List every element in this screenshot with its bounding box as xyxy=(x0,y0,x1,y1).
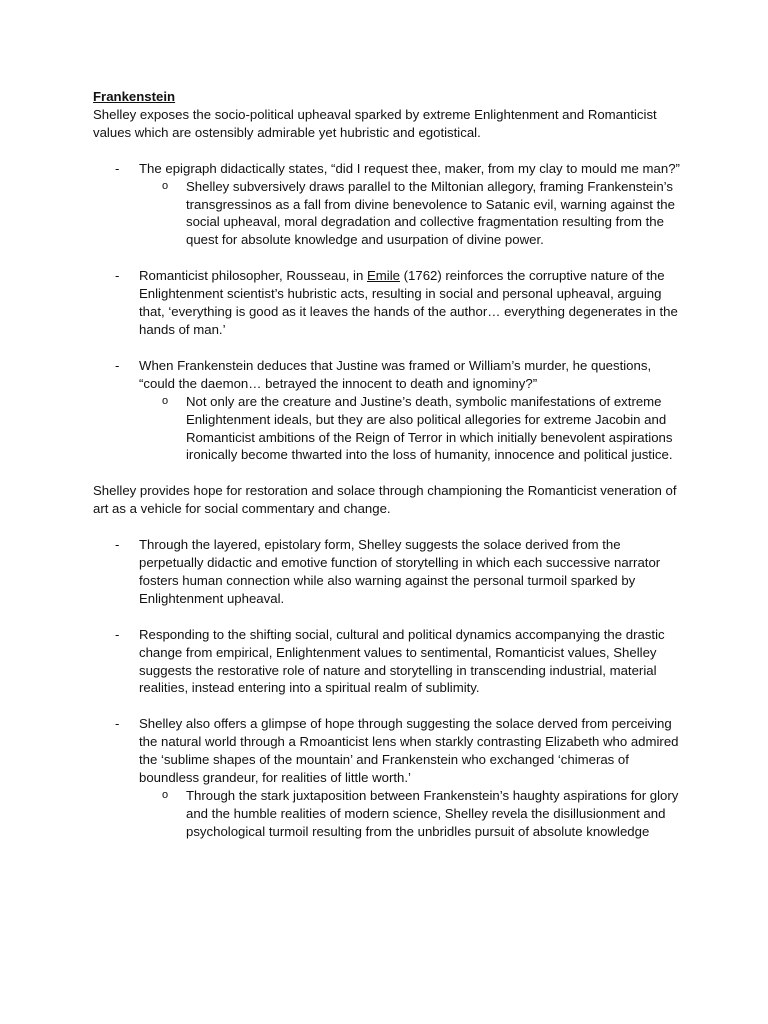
sub-list-item xyxy=(139,178,683,250)
section2-bullet-list xyxy=(93,536,683,841)
bullet-text: Through the layered, epistolary form, Shelley suggests the solace derived from the perpetually didactic and emotive function of storytelling in which each successive narrator fosters human connection while also warning against the personal turmoil sparked by Enlightenment upheaval. xyxy=(139,537,661,606)
intro-paragraph: Shelley exposes the socio-political upheaval sparked by extreme Enlightenment and Romanticist values which are ostensibly admirable yet hubristic and egotistical. xyxy=(93,106,657,140)
document-body xyxy=(93,88,683,859)
sub-list-item xyxy=(139,393,683,465)
underlined-book-title: Emile xyxy=(366,268,400,284)
bullet-dash: - xyxy=(115,160,120,176)
section1-bullet-list xyxy=(93,160,683,465)
bullet-dash: - xyxy=(115,537,120,553)
sub-bullet-list xyxy=(139,787,683,841)
list-item xyxy=(93,536,683,608)
document-title: Frankenstein xyxy=(93,89,176,104)
sub-bullet-list xyxy=(139,178,683,250)
bullet-dash: - xyxy=(115,268,120,284)
sub-bullet-text: Shelley subversively draws parallel to the Miltonian allegory, framing Frankenstein’s transgressinos as a fall from divine benevolence to Satanic evil, warning against the social upheaval, moral degradation and collective fragmentation resulting from the quest for absolute knowledge and usurpation of divine power. xyxy=(186,178,675,248)
sub-bullet-text: Through the stark juxtaposition between Frankenstein’s haughty aspirations for glory and the humble realities of modern science, Shelley revela the disillusionment and psychological turmoil resulting from the unbridles pursuit of absolute knowledge xyxy=(186,788,679,839)
sub-bullet-text: Not only are the creature and Justine’s death, symbolic manifestations of extreme Enlightenment ideals, but they are also political allegories for extreme Jacobin and Romanticist ambitions of the Reign of Terror in which initially benevolent aspirations ironically become thwarted into the loss of humanity, innocence and political justice. xyxy=(186,393,673,463)
bullet-text: Responding to the shifting social, cultural and political dynamics accompanying the drastic change from empirical, Enlightenment values to sentimental, Romanticist values, Shelley suggests the restorative role of nature and storytelling in transcending industrial, material realities, instead entering into a spiritual realm of sublimity. xyxy=(139,626,665,696)
sub-bullet-circle: o xyxy=(162,394,169,407)
sub-bullet-circle: o xyxy=(162,179,169,192)
bullet-dash: - xyxy=(115,357,120,373)
list-item xyxy=(93,357,683,464)
bullet-dash: - xyxy=(115,716,120,732)
list-item xyxy=(93,626,683,698)
bullet-text: Shelley also offers a glimpse of hope through suggesting the solace derved from perceiving the natural world through a Rmoanticist lens when starkly contrasting Elizabeth who admired the ‘sublime shapes of the mountain’ and Frankenstein who exchanged ‘chimeras of boundless grandeur, for realities of little worth.’ xyxy=(139,716,679,786)
sub-bullet-circle: o xyxy=(162,789,169,801)
sub-bullet-list xyxy=(139,393,683,465)
bullet-text-after: (1762) reinforces the corruptive nature of the Enlightenment scientist’s hubristic acts, resulting in social and personal upheaval, arguing that, ‘everything is good as it leaves the hands of the author… everything degenerates in the hands of man.’ xyxy=(139,268,678,337)
list-item xyxy=(93,267,683,339)
bullet-text-before: Romanticist philosopher, Rousseau, in xyxy=(139,268,367,284)
bullet-text: The epigraph didactically states, “did I request thee, maker, from my clay to mould me man?” xyxy=(139,160,680,176)
section2-intro-paragraph: Shelley provides hope for restoration and solace through championing the Romanticist veneration of art as a vehicle for social commentary and change. xyxy=(93,483,677,517)
bullet-dash: - xyxy=(115,626,120,642)
list-item xyxy=(93,160,683,250)
bullet-text: When Frankenstein deduces that Justine was framed or William’s murder, he questions, “could the daemon… betrayed the innocent to death and ignominy?” xyxy=(139,357,652,391)
list-item xyxy=(93,715,683,840)
sub-list-item xyxy=(139,787,683,841)
